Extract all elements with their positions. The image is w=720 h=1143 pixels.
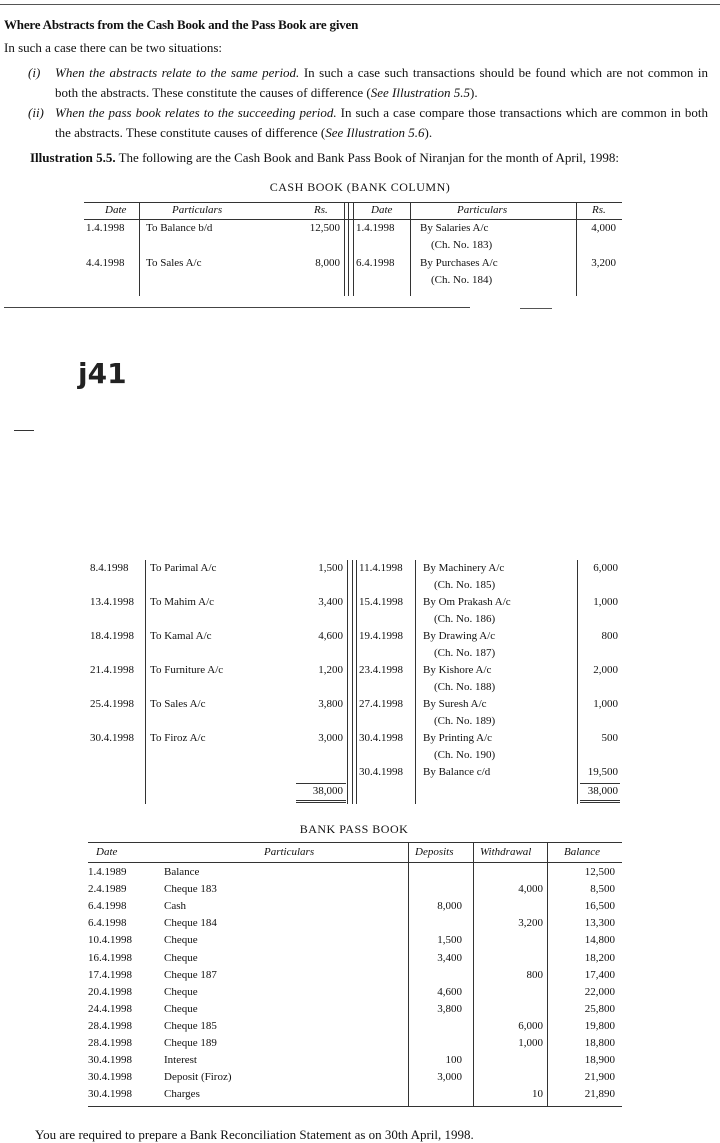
rule xyxy=(408,842,409,1107)
dr-particulars: To Furniture A/c xyxy=(150,664,224,676)
col-particulars: Particulars xyxy=(172,204,223,216)
situation-2-lead: When the pass book relates to the succeeding period. xyxy=(55,105,337,120)
cr-date: 30.4.1998 xyxy=(359,732,403,744)
dr-amount: 1,500 xyxy=(318,562,343,574)
cash-book-table-part1 xyxy=(84,200,622,296)
pb-balance: 21,890 xyxy=(584,1088,615,1101)
margin-tick xyxy=(14,430,34,431)
dr-particulars: To Mahim A/c xyxy=(150,596,215,608)
col-particulars-2: Particulars xyxy=(457,204,508,216)
situation-1-close: ). xyxy=(470,84,478,100)
dr-amount: 4,600 xyxy=(318,630,343,642)
situation-1-lead: When the abstracts relate to the same period. xyxy=(55,65,300,80)
situation-2-see: See Illustration 5.6 xyxy=(325,124,425,140)
cr-amount: 800 xyxy=(601,630,618,642)
pb-date: 17.4.1998 xyxy=(88,968,132,981)
dr-amount: 1,200 xyxy=(318,664,343,676)
cr-particulars: By Purchases A/c xyxy=(420,257,498,269)
col-date: Date xyxy=(105,204,127,216)
cr-date: 19.4.1998 xyxy=(359,630,403,642)
pb-date: 16.4.1998 xyxy=(88,951,132,964)
cash-book-table-part2 xyxy=(88,560,622,804)
pb-date: 28.4.1998 xyxy=(88,1037,132,1049)
pb-balance: 8,500 xyxy=(590,883,615,896)
total-rule xyxy=(580,802,620,803)
pb-particulars: Cheque 189 xyxy=(164,1037,217,1049)
pb-deposit: 100 xyxy=(445,1054,462,1067)
cr-amount: 2,000 xyxy=(593,664,618,676)
pb-date: 28.4.1998 xyxy=(88,1019,132,1032)
pb-deposit: 8,000 xyxy=(437,900,462,913)
dr-particulars: To Firoz A/c xyxy=(150,732,206,744)
cr-date: 6.4.1998 xyxy=(356,257,395,269)
dr-amount: 12,500 xyxy=(309,222,340,234)
cr-particulars: By Printing A/c xyxy=(423,732,493,744)
total-rule xyxy=(580,800,620,801)
pb-balance: 18,900 xyxy=(584,1054,615,1067)
pb-particulars: Cheque 184 xyxy=(164,917,217,930)
pb-balance: 14,800 xyxy=(584,934,615,947)
rule xyxy=(344,202,345,296)
pb-balance: 18,800 xyxy=(584,1037,615,1049)
pb-particulars: Deposit (Firoz) xyxy=(164,1071,232,1084)
rule xyxy=(88,1106,622,1107)
pb-deposit: 3,800 xyxy=(437,1002,462,1015)
pb-date: 6.4.1998 xyxy=(88,917,127,930)
pb-date: 24.4.1998 xyxy=(88,1002,132,1015)
rule xyxy=(88,842,622,843)
cr-amount: 6,000 xyxy=(593,562,618,574)
pb-particulars: Cheque 187 xyxy=(164,968,217,981)
dr-total: 38,000 xyxy=(312,785,343,797)
rule xyxy=(347,560,348,804)
cr-amount: 3,200 xyxy=(591,257,616,269)
section-heading: Where Abstracts from the Cash Book and the Pass Book are given xyxy=(4,17,359,32)
pb-balance: 22,000 xyxy=(584,985,615,998)
pb-date: 20.4.1998 xyxy=(88,985,132,998)
rule xyxy=(353,202,354,296)
dr-particulars: To Sales A/c xyxy=(150,698,206,710)
cr-date: 30.4.1998 xyxy=(359,766,403,778)
pb-particulars: Cheque 185 xyxy=(164,1019,217,1032)
pb-date: 6.4.1998 xyxy=(88,900,127,913)
page-break-rule xyxy=(4,307,470,308)
cr-cheque-no: (Ch. No. 184) xyxy=(431,274,493,286)
cr-amount: 1,000 xyxy=(593,698,618,710)
pb-balance: 25,800 xyxy=(584,1002,615,1015)
pb-date: 30.4.1998 xyxy=(88,1071,132,1084)
pb-balance: 18,200 xyxy=(584,951,615,964)
cr-particulars: By Om Prakash A/c xyxy=(423,596,511,608)
rule xyxy=(356,560,357,804)
pb-particulars: Charges xyxy=(164,1088,200,1101)
pb-date: 1.4.1989 xyxy=(88,866,127,878)
col-withdrawal: Withdrawal xyxy=(480,846,532,858)
illustration-label: Illustration 5.5. xyxy=(30,150,116,165)
pb-particulars: Cheque 183 xyxy=(164,883,217,896)
cr-cheque-no: (Ch. No. 188) xyxy=(434,681,496,693)
illustration-line xyxy=(30,150,619,166)
pb-date: 30.4.1998 xyxy=(88,1054,132,1067)
dr-date: 25.4.1998 xyxy=(90,698,134,710)
col-particulars: Particulars xyxy=(264,846,315,858)
dr-date: 4.4.1998 xyxy=(86,257,125,269)
pb-balance: 21,900 xyxy=(584,1071,615,1084)
dr-amount: 3,400 xyxy=(318,596,343,608)
dr-date: 18.4.1998 xyxy=(90,630,134,642)
cr-particulars: By Kishore A/c xyxy=(423,664,492,676)
dr-date: 1.4.1998 xyxy=(86,222,125,234)
situation-2-number: (ii) xyxy=(28,105,44,120)
situation-1-number: (i) xyxy=(28,65,41,80)
top-rule xyxy=(0,4,720,5)
pass-book-title: BANK PASS BOOK xyxy=(299,822,409,836)
dr-date: 13.4.1998 xyxy=(90,596,134,608)
dr-date: 30.4.1998 xyxy=(90,732,134,744)
intro-text: In such a case there can be two situations: xyxy=(4,40,223,55)
pb-particulars: Cheque xyxy=(164,951,198,964)
pb-withdrawal: 10 xyxy=(532,1088,543,1101)
col-balance: Balance xyxy=(564,846,601,858)
stray-handwritten-mark: j41 xyxy=(78,357,127,390)
pb-particulars: Interest xyxy=(164,1054,197,1067)
cr-cheque-no: (Ch. No. 186) xyxy=(434,613,496,625)
pb-balance: 12,500 xyxy=(584,866,615,878)
col-rs-2: Rs. xyxy=(592,204,606,216)
pb-particulars: Cheque xyxy=(164,1002,198,1015)
dr-particulars: To Sales A/c xyxy=(146,257,202,269)
dr-amount: 3,000 xyxy=(318,732,343,744)
cr-date: 27.4.1998 xyxy=(359,698,403,710)
page-break-dash xyxy=(520,308,552,309)
dr-particulars: To Balance b/d xyxy=(146,222,213,234)
rule xyxy=(145,560,146,804)
cr-amount: 19,500 xyxy=(587,766,618,778)
cr-particulars: By Salaries A/c xyxy=(420,222,489,234)
pb-balance: 13,300 xyxy=(584,917,615,930)
pb-particulars: Cash xyxy=(164,900,186,913)
cr-date: 15.4.1998 xyxy=(359,596,403,608)
dr-amount: 3,800 xyxy=(318,698,343,710)
cr-total: 38,000 xyxy=(587,785,618,797)
situation-2-close: ). xyxy=(424,124,433,140)
pb-balance: 17,400 xyxy=(584,968,615,981)
pb-withdrawal: 4,000 xyxy=(518,883,543,896)
cr-cheque-no: (Ch. No. 190) xyxy=(434,749,496,761)
cr-date: 11.4.1998 xyxy=(359,562,403,574)
cr-particulars: By Balance c/d xyxy=(423,766,491,778)
cr-cheque-no: (Ch. No. 185) xyxy=(434,579,496,591)
pb-withdrawal: 3,200 xyxy=(518,917,543,930)
total-rule xyxy=(296,800,346,801)
situation-1 xyxy=(28,63,708,102)
cr-amount: 4,000 xyxy=(591,222,616,234)
pb-balance: 16,500 xyxy=(584,900,615,913)
cr-amount: 1,000 xyxy=(593,596,618,608)
footer-instruction: You are required to prepare a Bank Reconciliation Statement as on 30th April, 1998. xyxy=(35,1127,474,1142)
cr-date: 23.4.1998 xyxy=(359,664,403,676)
pb-deposit: 3,000 xyxy=(437,1071,462,1084)
pb-date: 30.4.1998 xyxy=(88,1088,132,1101)
pb-withdrawal: 800 xyxy=(526,968,543,981)
rule xyxy=(352,560,353,804)
pb-deposit: 3,400 xyxy=(437,951,462,964)
col-date-2: Date xyxy=(371,204,393,216)
cr-particulars: By Suresh A/c xyxy=(423,698,487,710)
pb-withdrawal: 6,000 xyxy=(518,1019,543,1032)
cr-particulars: By Drawing A/c xyxy=(423,630,496,642)
pb-date: 10.4.1998 xyxy=(88,934,132,947)
illustration-text: The following are the Cash Book and Bank Pass Book of Niranjan for the month of April, 1998: xyxy=(118,150,620,165)
cr-cheque-no: (Ch. No. 187) xyxy=(434,647,496,659)
pass-book-table xyxy=(88,842,622,1107)
pb-deposit: 4,600 xyxy=(437,985,462,998)
col-deposits: Deposits xyxy=(415,846,454,858)
pb-balance: 19,800 xyxy=(584,1019,615,1032)
cr-date: 1.4.1998 xyxy=(356,222,395,234)
cr-cheque-no: (Ch. No. 183) xyxy=(431,239,493,251)
pb-particulars: Cheque xyxy=(164,985,198,998)
situation-1-text: In such a case such transactions should be found which are not common in both the abstracts. These constitute the causes of difference ( xyxy=(55,65,708,100)
rule xyxy=(348,202,349,296)
rule xyxy=(547,842,548,1107)
rule xyxy=(88,862,622,863)
pb-particulars: Cheque xyxy=(164,934,198,947)
dr-date: 8.4.1998 xyxy=(90,562,129,574)
cr-amount: 500 xyxy=(601,732,618,744)
cr-cheque-no: (Ch. No. 189) xyxy=(434,715,496,727)
cr-particulars: By Machinery A/c xyxy=(423,562,505,574)
pb-withdrawal: 1,000 xyxy=(518,1037,543,1049)
dr-particulars: To Parimal A/c xyxy=(150,562,217,574)
col-date: Date xyxy=(96,846,118,858)
rule xyxy=(139,202,140,296)
pb-date: 2.4.1989 xyxy=(88,883,127,896)
dr-amount: 8,000 xyxy=(315,257,340,269)
dr-particulars: To Kamal A/c xyxy=(150,630,212,642)
total-rule xyxy=(296,802,346,803)
situation-2 xyxy=(28,103,708,142)
dr-date: 21.4.1998 xyxy=(90,664,134,676)
cash-book-title: CASH BOOK (BANK COLUMN) xyxy=(269,180,451,194)
col-rs: Rs. xyxy=(314,204,328,216)
rule xyxy=(473,842,474,1107)
pb-deposit: 1,500 xyxy=(437,934,462,947)
pb-particulars: Balance xyxy=(164,866,200,878)
rule xyxy=(576,202,577,296)
situation-1-see: See Illustration 5.5 xyxy=(370,84,471,100)
situation-2-text: In such a case compare those transactions which are common in both the abstracts. These constitute causes of difference ( xyxy=(55,105,708,140)
